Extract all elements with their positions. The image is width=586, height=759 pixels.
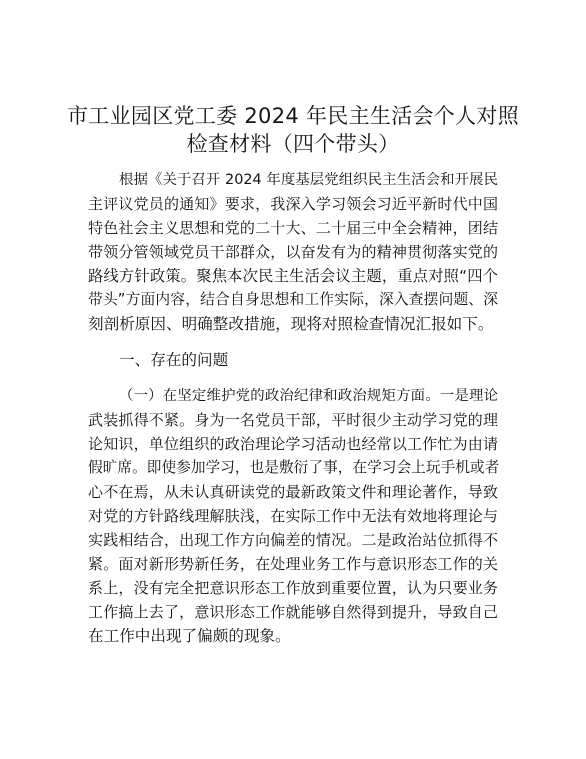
- body-paragraph-line: （一）在坚定维护党的政治纪律和政治规矩方面。一是理论: [119, 388, 498, 404]
- intro-paragraph-line: 特色社会主义思想和党的二十大、二十届三中全会精神，团结: [88, 219, 498, 237]
- body-paragraph-line: 武装抓得不紧。身为一名党员干部，平时很少主动学习党的理: [88, 411, 498, 429]
- body-paragraph-line: 系上，没有完全把意识形态工作放到重要位置，认为只要业务: [88, 579, 498, 597]
- body-paragraph-line: 心不在焉，从未认真研读党的最新政策文件和理论著作，导致: [88, 483, 498, 501]
- body-paragraph-line: 实践相结合，出现工作方向偏差的情况。二是政治站位抓得不: [88, 531, 498, 549]
- body-paragraph-line: 论知识，单位组织的政治理论学习活动也经常以工作忙为由请: [88, 435, 498, 453]
- document-title-line-2: 检查材料（四个带头）: [186, 132, 400, 156]
- intro-paragraph-line: 带领分管领域党员干部群众，以奋发有为的精神贯彻落实党的: [88, 243, 498, 261]
- intro-paragraph-line: 根据《关于召开 2024 年度基层党组织民主生活会和开展民: [119, 172, 498, 188]
- body-paragraph-line: 在工作中出现了偏颇的现象。: [88, 627, 291, 645]
- body-paragraph-line: 假旷席。即使参加学习，也是敷衍了事，在学习会上玩手机或者: [88, 459, 500, 476]
- body-paragraph-line: 紧。面对新形势新任务，在处理业务工作与意识形态工作的关: [88, 555, 498, 573]
- intro-paragraph-line: 带头”方面内容，结合自身思想和工作实际，深入查摆问题、深: [88, 291, 498, 308]
- intro-paragraph-line: 刻剖析原因、明确整改措施，现将对照检查情况汇报如下。: [88, 315, 494, 333]
- document-title-line-1: 市工业园区党工委 2024 年民主生活会个人对照: [67, 104, 519, 128]
- section-heading: 一、存在的问题: [119, 351, 229, 369]
- intro-paragraph-line: 主评议党员的通知》要求，我深入学习领会习近平新时代中国: [88, 195, 498, 213]
- body-paragraph-line: 对党的方针路线理解肤浅，在实际工作中无法有效地将理论与: [88, 507, 498, 525]
- intro-paragraph-line: 路线方针政策。聚焦本次民主生活会议主题，重点对照“四个: [88, 267, 498, 285]
- body-paragraph-line: 工作搞上去了，意识形态工作就能够自然得到提升，导致自己: [88, 603, 498, 621]
